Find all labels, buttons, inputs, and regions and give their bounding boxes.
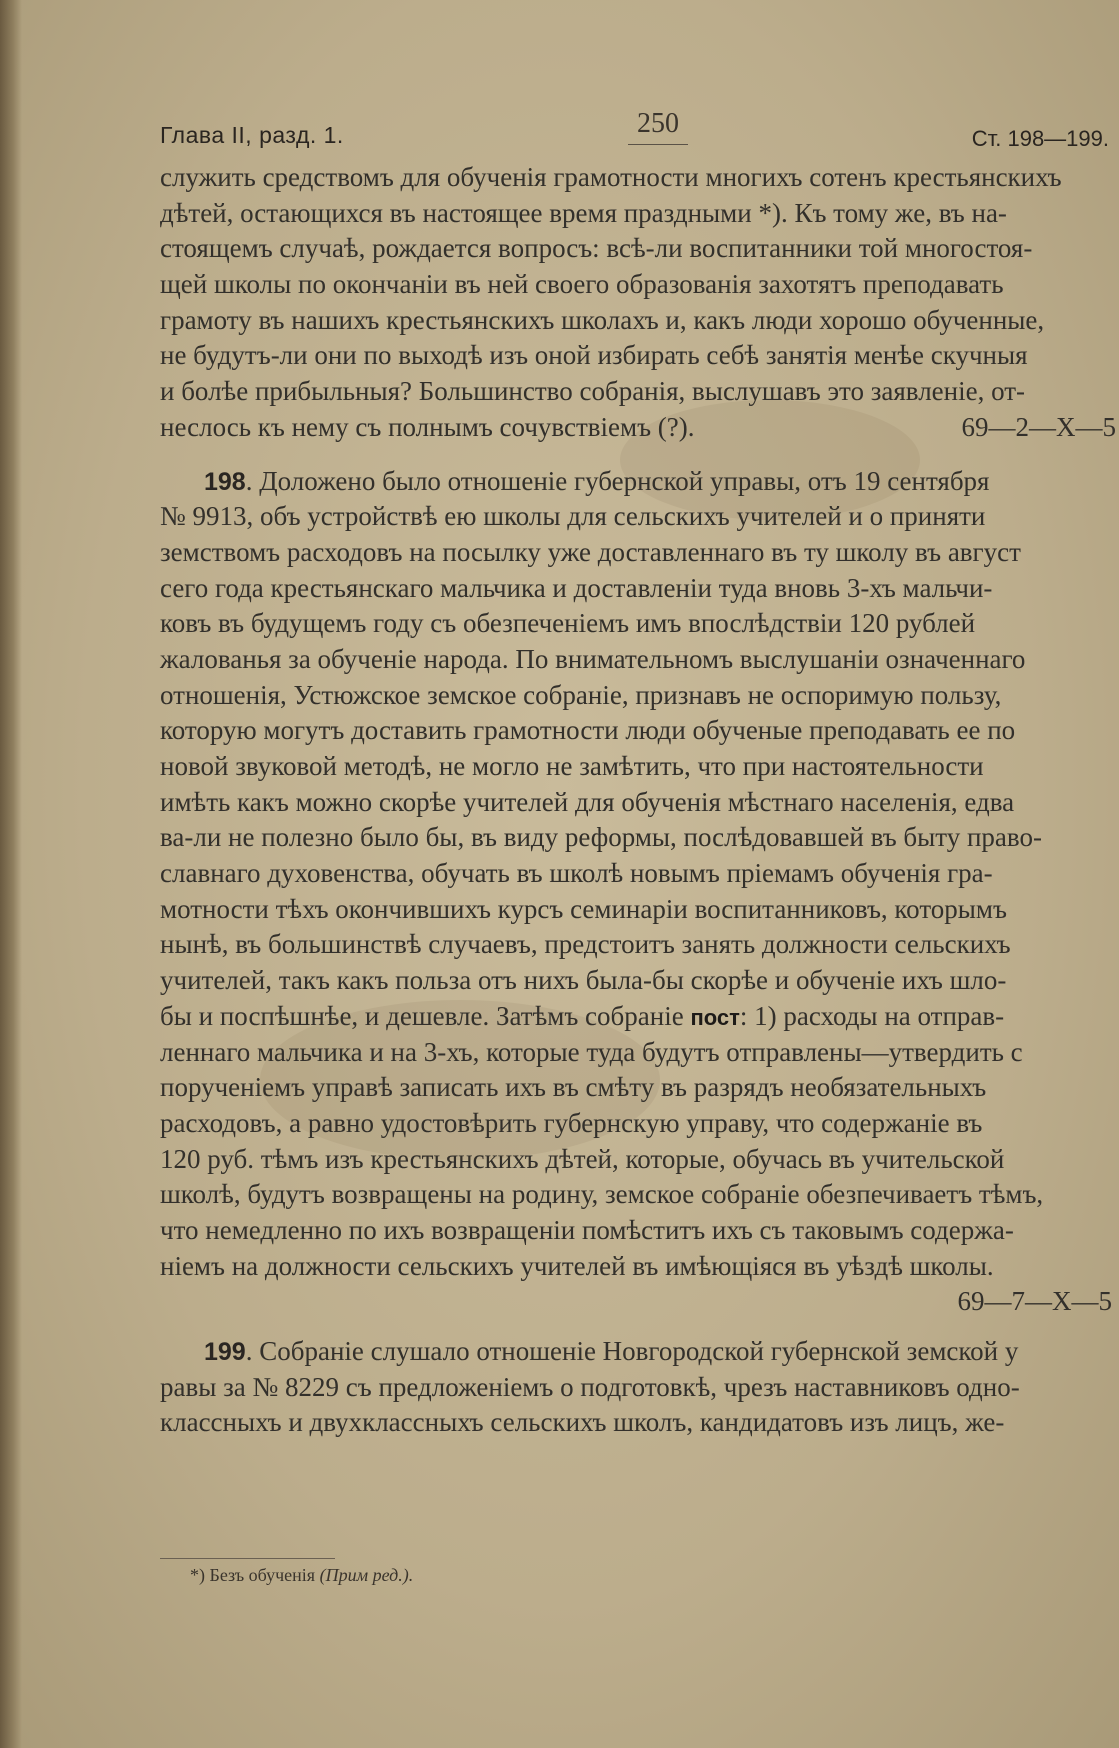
resolution-keyword: пост [690, 1004, 740, 1030]
text-fragment: бы и поспѣшнѣе, и дешевле. Затѣмъ собраніе [160, 1000, 684, 1031]
text-line: жалованья за обученіе народа. По внимательномъ выслушаніи означеннаго [160, 643, 1026, 674]
text-line: славнаго духовенства, обучать въ школѣ новымъ пріемамъ обученія гра- [160, 858, 993, 889]
page-spine-shadow [0, 0, 22, 1748]
text-line: мотности тѣхъ окончившихъ курсъ семинаріи воспитанниковъ, которымъ [160, 893, 1007, 924]
footnote-text: Безъ обученія [209, 1565, 316, 1585]
running-header [160, 108, 1109, 152]
text-fragment: неслось къ нему съ полнымъ сочувствіемъ (?). [160, 411, 695, 442]
body-text [160, 160, 1119, 1441]
text-line: расходовъ, а равно удостовѣрить губернскую управу, что содержаніе въ [160, 1107, 983, 1138]
paragraph-start [160, 1334, 1119, 1370]
paragraph-number: 198 [204, 467, 246, 496]
text-line: леннаго мальчика и на 3-хъ, которые туда будутъ отправлены—утвердить с [160, 1036, 1023, 1067]
text-line [160, 410, 1119, 446]
text-line: не будутъ-ли они по выходѣ изъ оной избирать себѣ занятія менѣе скучныя [160, 340, 1028, 371]
chapter-label: Глава II, разд. 1. [160, 122, 344, 148]
text-line: земствомъ расходовъ на посылку уже доставленнаго въ ту школу въ август [160, 536, 1021, 567]
text-line: № 9913, объ устройствѣ ею школы для сельскихъ учителей и о приняти [160, 501, 986, 532]
text-fragment: . Собраніе слушало отношеніе Новгородской губернской земской у [245, 1336, 1019, 1366]
paragraph-start [160, 464, 1119, 500]
text-fragment: . Доложено было отношеніе губернской управы, отъ 19 сентября [245, 465, 990, 496]
text-line: равы за № 8229 съ предложеніемъ о подготовкѣ, чрезъ наставниковъ одно- [160, 1371, 1020, 1402]
text-line: ніемъ на должности сельскихъ учителей въ имѣющіяся въ уѣздѣ школы. [160, 1250, 994, 1281]
paragraph-reference: 69—2—X—5 [961, 411, 1116, 442]
text-line: щей школы по окончаніи въ ней своего образованія захотятъ преподавать [160, 269, 1004, 300]
text-line: новой звуковой методѣ, не могло не замѣтить, что при настоятельности [160, 751, 984, 781]
text-line: ва-ли не полезно было бы, въ виду реформы, послѣдовавшей въ быту право- [160, 822, 1042, 853]
text-line: учителей, такъ какъ польза отъ нихъ была-бы скорѣе и обученіе ихъ шло- [160, 965, 1007, 996]
text-fragment: : 1) расходы на отправ- [739, 1000, 1005, 1031]
text-line: 120 руб. тѣмъ изъ крестьянскихъ дѣтей, которые, обучась въ учительской [160, 1143, 1005, 1174]
text-line: стоящемъ случаѣ, рождается вопросъ: всѣ-ли воспитанники той многостоя- [160, 233, 1033, 264]
footnote [190, 1565, 413, 1586]
text-line: что немедленно по ихъ возвращеніи помѣститъ ихъ съ таковымъ содержа- [160, 1214, 1014, 1245]
text-line: сего года крестьянскаго мальчика и доставленіи туда вновь 3-хъ мальчи- [160, 572, 993, 603]
text-line: отношенія, Устюжское земское собраніе, признавъ не оспоримую пользу, [160, 679, 1002, 710]
text-line: порученіемъ управѣ записать ихъ въ смѣту въ разрядъ необязательныхъ [160, 1072, 987, 1103]
text-line: грамоту въ нашихъ крестьянскихъ школахъ и, какъ люди хорошо обученные, [160, 304, 1045, 335]
text-line: которую могутъ доставить грамотности люди обученые преподавать ее по [160, 715, 1016, 746]
text-line: школѣ, будутъ возвращены на родину, земское собраніе обезпечиваетъ тѣмъ, [160, 1179, 1044, 1210]
paragraph-number: 199 [204, 1338, 246, 1366]
text-line: служить средствомъ для обученія грамотности многихъ сотенъ крестьянскихъ [160, 162, 1062, 192]
paragraph-reference: 69—7—X—5 [957, 1286, 1112, 1317]
footnote-marker: *) [190, 1565, 205, 1585]
text-line: и болѣе прибыльныя? Большинство собранія, выслушавъ это заявленіе, от- [160, 376, 1026, 407]
footnote-editor-note: (Прим ред.). [319, 1565, 414, 1585]
page-number: 250 [637, 108, 679, 139]
text-line: классныхъ и двухклассныхъ сельскихъ школъ, кандидатовъ изъ лицъ, же- [160, 1407, 1005, 1438]
text-line: дѣтей, остающихся въ настоящее время праздными *). Къ тому же, въ на- [160, 197, 1007, 228]
text-line: нынѣ, въ большинствѣ случаевъ, предстоитъ занять должности сельскихъ [160, 929, 1011, 960]
page-number-rule [628, 144, 688, 145]
text-line [160, 999, 1119, 1035]
footnote-rule [160, 1558, 335, 1559]
text-line: ковъ въ будущемъ году съ обезпеченіемъ имъ впослѣдствіи 120 рублей [160, 608, 976, 639]
text-line: имѣть какъ можно скорѣе учителей для обученія мѣстнаго населенія, едва [160, 786, 1015, 817]
column-range: Ст. 198—199. [971, 126, 1109, 151]
